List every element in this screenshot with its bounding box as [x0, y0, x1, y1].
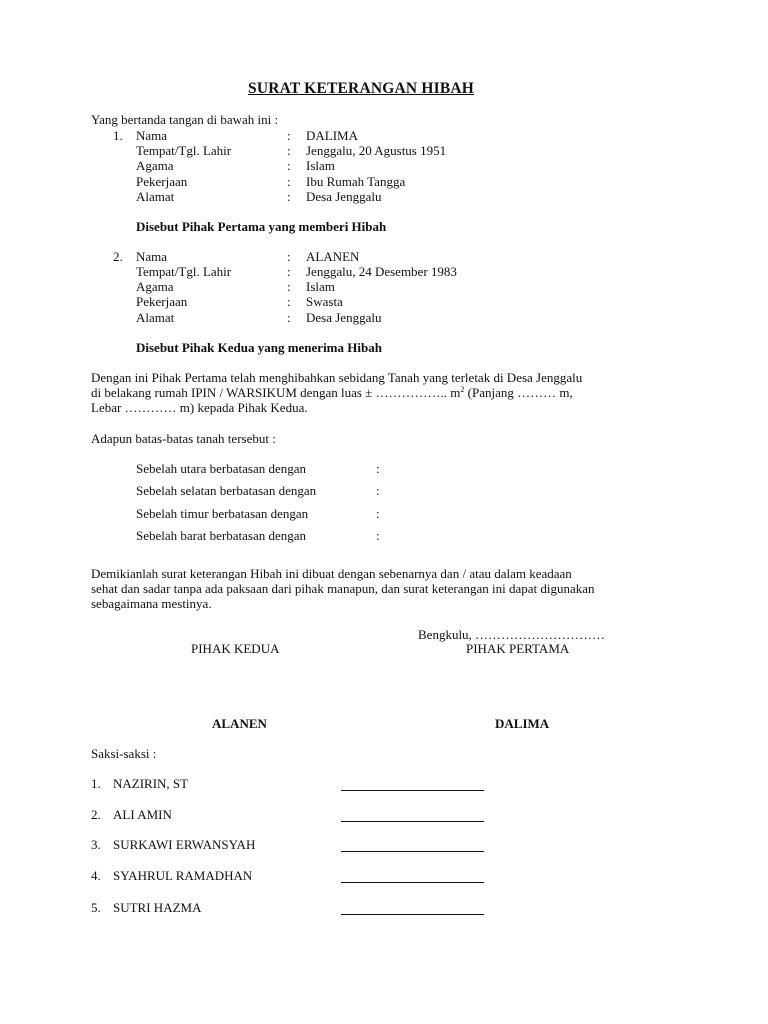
witness-number: 2. [91, 807, 101, 822]
witness-number: 3. [91, 837, 101, 852]
party-2-label-ttl: Tempat/Tgl. Lahir [136, 264, 232, 279]
witness-number: 5. [91, 900, 101, 915]
party-2-agama: Islam [306, 279, 335, 294]
witnesses-heading: Saksi-saksi : [91, 746, 157, 761]
party-1-nama: DALIMA [306, 128, 358, 143]
witness-name: SURKAWI ERWANSYAH [113, 837, 256, 852]
party-2-ttl: Jenggalu, 24 Desember 1983 [306, 264, 457, 279]
colon: : [287, 310, 291, 325]
colon: : [376, 483, 380, 498]
party-1-label-agama: Agama [136, 158, 174, 173]
closing-line-3: sebagaimana mestinya. [91, 596, 212, 611]
borders-intro: Adapun batas-batas tanah tersebut : [91, 431, 276, 446]
document-title: SURAT KETERANGAN HIBAH [248, 80, 475, 97]
border-east: Sebelah timur berbatasan dengan [136, 506, 309, 521]
colon: : [376, 461, 380, 476]
party-1-number: 1. [113, 128, 123, 143]
colon: : [376, 528, 380, 543]
witness-number: 4. [91, 868, 101, 883]
place-date: Bengkulu, ………………………… [418, 627, 606, 642]
witness-name: ALI AMIN [113, 807, 172, 822]
colon: : [287, 128, 291, 143]
closing-line-2: sehat dan sadar tanpa ada paksaan dari pihak manapun, dan surat keterangan ini dapat digunakan [91, 581, 595, 596]
party-2-label-agama: Agama [136, 279, 174, 294]
colon: : [287, 174, 291, 189]
party-1-pekerjaan: Ibu Rumah Tangga [306, 174, 406, 189]
intro-text: Yang bertanda tangan di bawah ini : [91, 112, 279, 127]
witness-signature-line [341, 914, 484, 915]
witness-name: SYAHRUL RAMADHAN [113, 868, 253, 883]
party-1-label-alamat: Alamat [136, 189, 175, 204]
left-signatory-name: ALANEN [212, 716, 267, 731]
border-west: Sebelah barat berbatasan dengan [136, 528, 307, 543]
witness-number: 1. [91, 776, 101, 791]
colon: : [287, 189, 291, 204]
statement-line-2: di belakang rumah IPIN / WARSIKUM dengan luas ± …………….. $m^2$ (Panjang ……… m, [91, 385, 573, 400]
party-2-pekerjaan: Swasta [306, 294, 343, 309]
party-2-label-nama: Nama [136, 249, 168, 264]
witness-signature-line [341, 821, 484, 822]
witness-signature-line [341, 851, 484, 852]
witness-name: NAZIRIN, ST [113, 776, 189, 791]
closing-line-1: Demikianlah surat keterangan Hibah ini dibuat dengan sebenarnya dan / atau dalam keadaan [91, 566, 572, 581]
witness-name: SUTRI HAZMA [113, 900, 202, 915]
colon: : [287, 264, 291, 279]
party-2-label-pekerjaan: Pekerjaan [136, 294, 188, 309]
party-2-caption: Disebut Pihak Kedua yang menerima Hibah [136, 340, 382, 355]
colon: : [376, 506, 380, 521]
party-2-number: 2. [113, 249, 123, 264]
colon: : [287, 158, 291, 173]
party-1-caption: Disebut Pihak Pertama yang memberi Hibah [136, 219, 387, 234]
party-1-agama: Islam [306, 158, 335, 173]
party-2-nama: ALANEN [306, 249, 360, 264]
colon: : [287, 143, 291, 158]
party-2-label-alamat: Alamat [136, 310, 175, 325]
statement-line-3: Lebar ………… m) kepada Pihak Kedua. [91, 400, 308, 415]
party-2-alamat: Desa Jenggalu [306, 310, 382, 325]
party-1-label-pekerjaan: Pekerjaan [136, 174, 188, 189]
statement-line-1: Dengan ini Pihak Pertama telah menghibahkan sebidang Tanah yang terletak di Desa Jenggalu [91, 370, 583, 385]
party-1-label-nama: Nama [136, 128, 168, 143]
witness-signature-line [341, 882, 484, 883]
left-role: PIHAK KEDUA [191, 641, 280, 656]
colon: : [287, 249, 291, 264]
colon: : [287, 279, 291, 294]
party-1-alamat: Desa Jenggalu [306, 189, 382, 204]
witness-signature-line [341, 790, 484, 791]
party-1-label-ttl: Tempat/Tgl. Lahir [136, 143, 232, 158]
colon: : [287, 294, 291, 309]
border-south: Sebelah selatan berbatasan dengan [136, 483, 317, 498]
right-signatory-name: DALIMA [495, 716, 550, 731]
right-role: PIHAK PERTAMA [466, 641, 570, 656]
border-north: Sebelah utara berbatasan dengan [136, 461, 307, 476]
party-1-ttl: Jenggalu, 20 Agustus 1951 [306, 143, 447, 158]
